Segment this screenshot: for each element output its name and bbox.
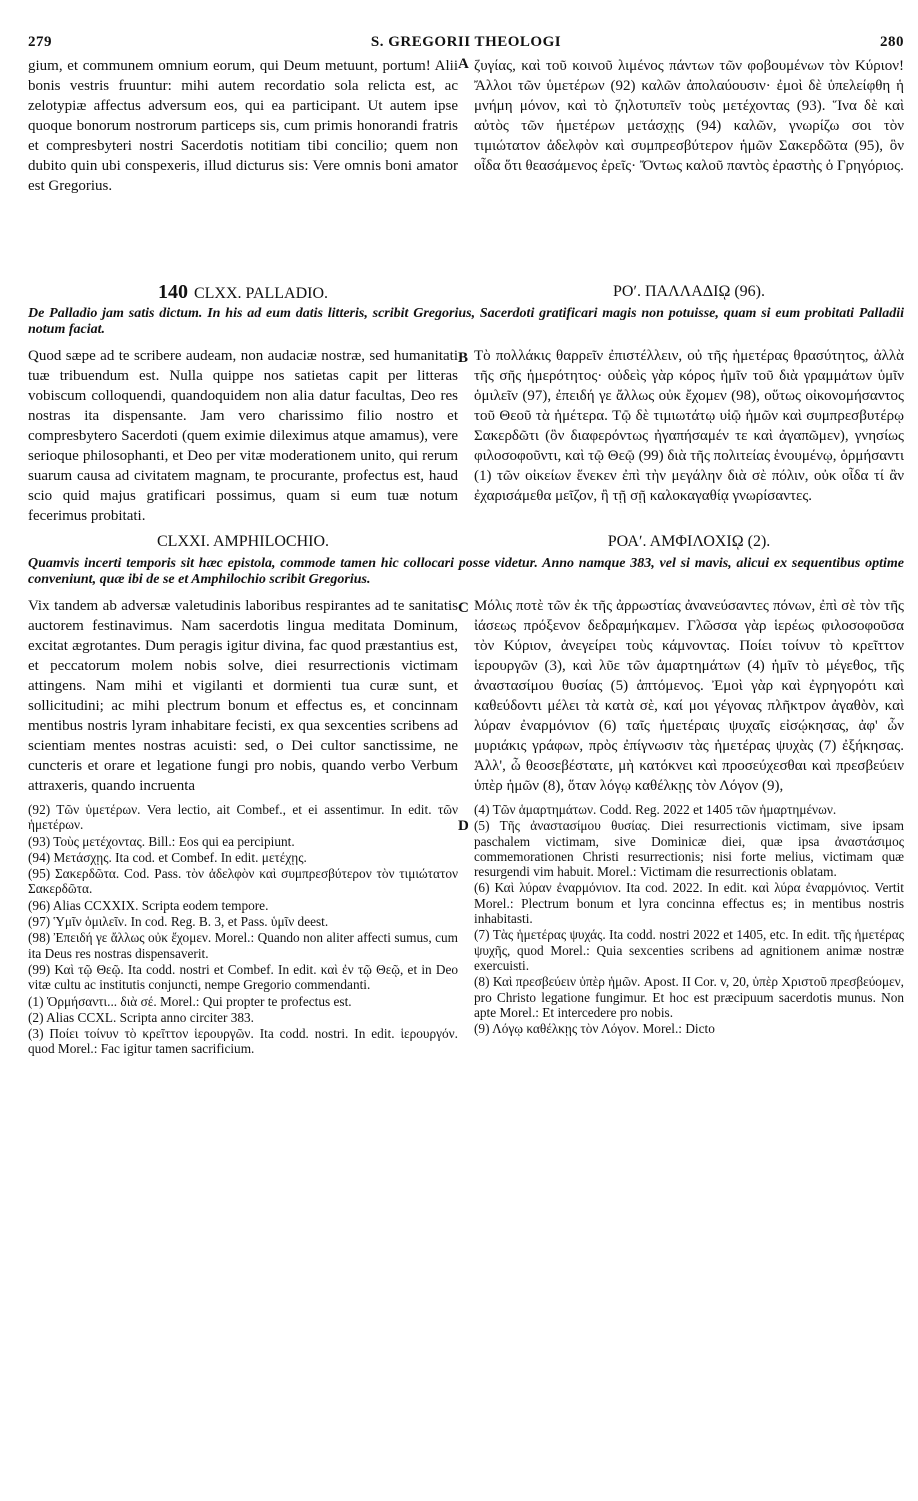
letter-170-greek-text: Τὸ πολλάκις θαρρεῖν ἐπιστέλλειν, οὐ τῆς ἡμετέρας θρασύτητος, ἀλλὰ τῆς σῆς ἡμερότητος· οὐδεὶς γὰρ κόρος ἡμῖν τοῦ διὰ γραμμάτων ὑμῖν ὁμιλεῖν (97), ἐπειδή γε ἄλλως οὐκ ἔχομεν (98), οὕτως οἰκονομήσαντος τοῦ Θεοῦ τὰ ἡμέτερα. Τῷ δὲ τιμιωτάτῳ υἱῷ ἡμῶν καὶ συμπρεσβυτέρῳ Σακερδῶτι (ὃν διαφερόντως ἠγαπήσαμέν τε καὶ ἀγαπῶμεν), γνησίως φιλοσοφοῦντι, καὶ τῷ Θεῷ (99) διὰ τῆς πολιτείας ἑνουμένῳ, ὁρμήσαντι (1) τῶν οἰκείων ἕνεκεν ἐπὶ τὴν μεγάλην διὰ σὲ πόλιν, οὐκ οἶδα τί ἂν ἐχαρισάμεθα μεῖζον, ἢ τῇ σῇ καλοκαγαθίᾳ γνωρίσαντες. xyxy=(474,348,904,504)
footnote: (96) Alias CCXXIX. Scripta eodem tempore. xyxy=(28,897,269,913)
footnote: (7) Τὰς ἡμετέρας ψυχάς. Ita codd. nostri 2022 et 1405, etc. In edit. τῆς ἡμετέρας ψυχῆς, quod Morel.: Quia sexcenties scribens ad agnitionem animæ nostræ exercuisti. xyxy=(474,927,904,973)
letter-170-summary: De Palladio jam satis dictum. In his ad eum datis litteris, scribit Gregorius, Sacerdoti gratificari magis non potuisse, quam si eum probitati Palladii notum faciat. xyxy=(28,306,904,337)
top-latin-text: gium, et communem omnium eorum, qui Deum metuunt, portum! Alii bonis vestris fruuntur: mihi autem recordatio sola relicta est, ac zelotypiæ affectus adversum eos, qui ea participant. Ut autem ipse quoque bonorum nostrorum particeps sis, cum primis honorandi fratris et compresbyteri nostri Sacerdotis notitiam tibi concilio; quem non dubito quin ubi conspexeris, illud dicturus sis: Vere omnis boni amator est Gregorius. xyxy=(28,58,458,194)
footnote: (3) Ποίει τοίνυν τὸ κρεῖττον ἱερουργῶν. Ita codd. nostri. In edit. ἱερουργόν. quod Morel.: Fac igitur tamen sacrificium. xyxy=(28,1026,458,1057)
footnotes-left xyxy=(28,802,458,1058)
letter-170-title-latin: CLXX. PALLADIO. xyxy=(193,284,329,302)
running-title: S. GREGORII THEOLOGI xyxy=(370,34,562,50)
footnote: (1) Ὁρμήσαντι... διὰ σέ. Morel.: Qui propter te profectus est. xyxy=(28,993,352,1009)
letter-171-greek-text: Μόλις ποτὲ τῶν ἐκ τῆς ἀρρωστίας ἀνανεύσαντες πόνων, ἐπὶ σὲ τὸν τῆς ἰάσεως πρόξενον δεδραμήκαμεν. Γλῶσσα γὰρ ἱερέως φιλοσοφοῦσα τὸν Κύριον, ἀνεγείρει τοὺς κάμνοντας. Ποίει τοίνυν τὸ κρεῖττον ἱερουργῶν (3), καὶ λῦε τῶν ἁμαρτημάτων (4) ἡμῖν τὸ μέγεθος, τῆς ἀναστασίμου θυσίας (5) ἁπτόμενος. Ἐμοὶ γὰρ καὶ ἐγρηγορότι καὶ καθεύδοντι μέλει τὰ κατὰ σὲ, καί μοι γέγονας πλῆκτρον ἀγαθὸν, καὶ λύραν ἐναρμόνιον (6) ταῖς ἡμετέραις ψυχαῖς εἰσῴκησας, ἀφ' ὧν μυριάκις γράφων, πρὸς ἐπίγνωσιν τὰς ἡμετέρας ψυχὰς (7) ἐξήκησας. Ἀλλ', ὦ θεοσεβέστατε, μὴ κατόκνει καὶ προσεύχεσθαι καὶ πρεσβεύειν ὑπὲρ ἡμῶν (8), ὅταν λόγῳ καθέλκῃς τὸν Λόγον (9), xyxy=(474,598,904,794)
letter-171-heading xyxy=(28,530,904,554)
footnotes-right xyxy=(474,802,904,1058)
footnote: (6) Καὶ λύραν ἐναρμόνιον. Ita cod. 2022. In edit. καὶ λύρα ἐναρμόνιος. Vertit Morel.: Plectrum bonum et lyra concinna effectus es; in mentibus nostris inhabitasti. xyxy=(474,880,904,927)
letter-number: 140 xyxy=(157,280,188,303)
letter-171-body xyxy=(28,596,904,796)
footnotes xyxy=(28,802,904,1058)
page-number-right: 280 xyxy=(880,34,904,50)
top-greek-text: ζυγίας, καὶ τοῦ κοινοῦ λιμένος πάντων τῶν φοβουμένων τὸν Κύριον! Ἄλλοι τῶν ὑμετέρων (92) καλῶν ἀπολαύουσιν· ἐμοὶ δὲ ὑπελείφθη ἡ μνήμη μόνον, καὶ τὸ ζηλοτυπεῖν τοὺς μετέχοντας (93). Ἵνα δὲ καὶ αὐτὸς τῶν ἡμετέρων μετάσχῃς (94) καλῶν, γνωρίζω σοι τὸν τιμιώτατον ἀδελφὸν καὶ συμπρεσβύτερον ἡμῶν Σακερδῶτα (95), ὃν οἶδα ὅτι θεασάμενος ἐρεῖς· Ὄντως καλοῦ παντὸς ἐραστὴς ὁ Γρηγόριος. xyxy=(474,58,904,174)
letter-170-heading xyxy=(28,280,904,304)
letter-170-latin-text: Quod sæpe ad te scribere audeam, non audaciæ nostræ, sed humanitati tuæ tribuendum est. Nulla quippe nos satietas capit per litteras vobiscum colloquendi, quandoquidem non alia datur facultas, Deo res nostras ita dispensante. Jam vero charissimo filio nostro et compresbytero Sacerdoti (quem eximie dileximus atque amamus), vere serioque philosophanti, et Deo per vitæ moderationem unito, qui rerum suarum causa ad civitatem magnam, te procurante, profectus est, haud scio quid majus gratificari possimus, quam si eum tuæ notum fecerimus probitati. xyxy=(28,348,458,524)
letter-171-title-greek: ΡΟΑʹ. ΑΜΦΙΛΟΧΙῼ (2). xyxy=(607,533,771,550)
footnote: (94) Μετάσχῃς. Ita cod. et Combef. In edit. μετέχῃς. xyxy=(28,849,307,865)
footnote: (5) Τῆς ἀναστασίμου θυσίας. Diei resurrectionis victimam, sive ipsam paschalem victimam, sive Dominicæ diei, quæ ipsa ἀναστάσιμος commemorationen Christi resurrectionis; nisi forte melius, victimam quæ resurgendi vim habuit. Morel.: Victimam die resurrectionis oblatam. xyxy=(474,818,904,880)
footnote: (8) Καὶ πρεσβεύειν ὑπὲρ ἡμῶν. Apost. II Cor. v, 20, ὑπὲρ Χριστοῦ πρεσβεύομεν, pro Christo legatione fungimur. Et hoc est præcipuum sacerdotis munus. Non apte Morel.: Et intercedere pro nobis. xyxy=(474,974,904,1020)
running-header xyxy=(28,34,904,56)
letter-171-latin-text: Vix tandem ab adversæ valetudinis laboribus respirantes ad te sanitatis auctorem festinavimus. Nam sacerdotis lingua meditata Dominum, excitat ægrotantes. Dum peragis igitur divina, fac quod præstantius est, et peccatorum molem nobis solve, diei resurrectionis victimam attingens. Nam mihi et vigilanti et dormienti tua curæ sunt, et sollicitudini; ac mihi plectrum bonum et effectus es, et concinnam mentibus nostris lyram inhabitare fecisti, ex qua sexcenties scribens ad scientiam mentes nostras acuisti: sed, o Dei cultor sanctissime, ne cuncteris et orare et legatione fungi pro nobis, quando verbo Verbum attraxeris, quando incruenta xyxy=(28,598,458,794)
letter-171-title-latin: CLXXI. AMPHILOCHIO. xyxy=(157,533,329,550)
margin-marker-c: C xyxy=(458,600,469,616)
page-number-left: 279 xyxy=(28,34,52,50)
margin-marker-a: A xyxy=(458,56,469,72)
footnote: (2) Alias CCXL. Scripta anno circiter 383. xyxy=(28,1009,254,1025)
footnote: (95) Σακερδῶτα. Cod. Pass. τὸν ἀδελφὸν καὶ συμπρεσβύτερον τὸν τιμιώτατον Σακερδῶτα. xyxy=(28,866,458,897)
footnote: (93) Τοὺς μετέχοντας. Bill.: Eos qui ea percipiunt. xyxy=(28,833,295,849)
letter-171-summary: Quamvis incerti temporis sit hæc epistola, commode tamen hic collocari posse videtur. Anno namque 383, vel si mavis, alicui ex sequentibus optime conveniunt, quæ ibi de se et Amphilochio scribit Gregorius. xyxy=(28,556,904,587)
footnote: (9) Λόγῳ καθέλκῃς τὸν Λόγον. Morel.: Dicto xyxy=(474,1021,715,1037)
top-section xyxy=(28,56,904,276)
footnote: (97) Ὑμῖν ὁμιλεῖν. In cod. Reg. B. 3, et Pass. ὑμῖν deest. xyxy=(28,914,329,930)
footnote: (99) Καὶ τῷ Θεῷ. Ita codd. nostri et Combef. In edit. καὶ ἐν τῷ Θεῷ, et in Deo vitæ cultu ac institutis conjuncti, nempe Gregorio commendanti. xyxy=(28,961,458,993)
margin-marker-b: B xyxy=(458,350,469,366)
footnote: (98) Ἐπειδή γε ἄλλως οὐκ ἔχομεν. Morel.: Quando non aliter affecti sumus, cum ita Deus res nostras dispensaverit. xyxy=(28,930,458,961)
letter-170-body xyxy=(28,346,904,526)
margin-marker-d: D xyxy=(458,818,469,834)
footnote: (4) Τῶν ἁμαρτημάτων. Codd. Reg. 2022 et 1405 τῶν ἡμαρτημένων. xyxy=(474,802,837,817)
letter-170-title-greek: ΡΟʹ. ΠΑΛΛΑΔΙῼ (96). xyxy=(613,283,765,300)
footnote: (92) Τῶν ὑμετέρων. Vera lectio, ait Combef., et ei assentimur. In edit. τῶν ἡμετέρων. xyxy=(28,802,458,833)
